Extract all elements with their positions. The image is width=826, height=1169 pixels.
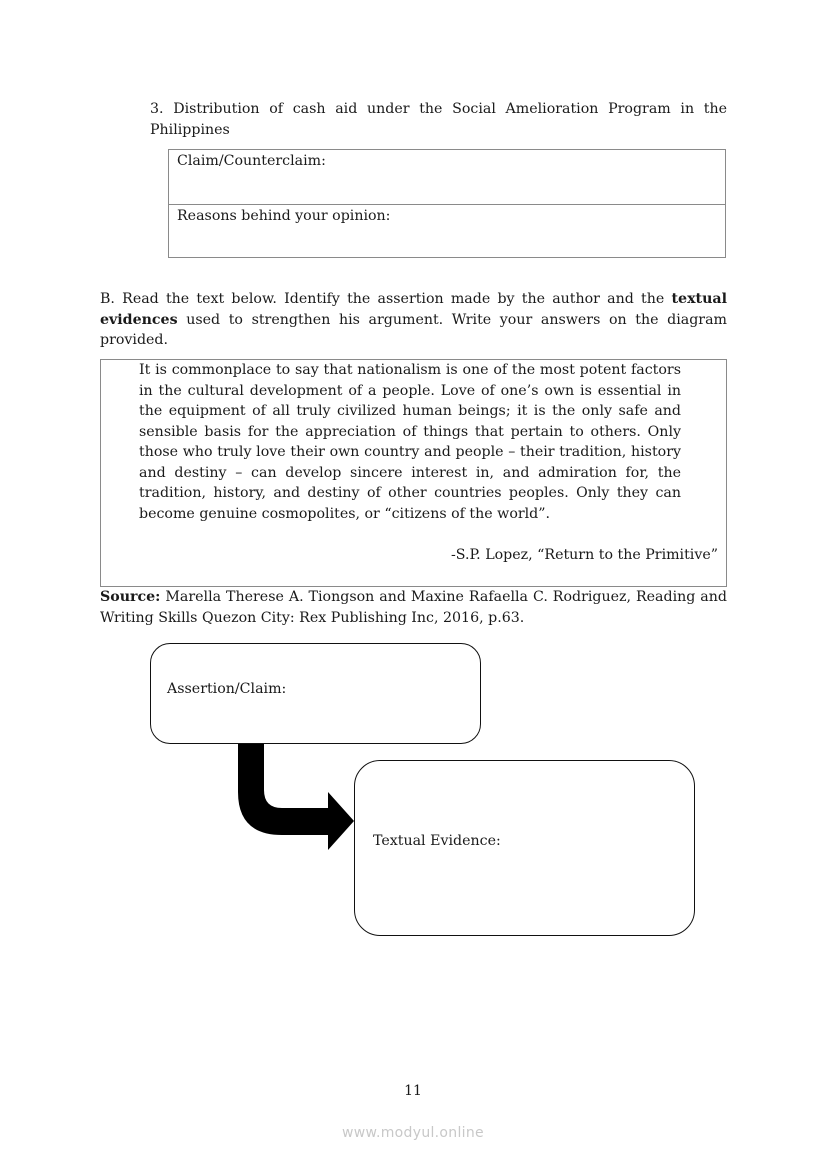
claim-counterclaim-label: Claim/Counterclaim: [177, 153, 326, 169]
watermark: www.modyul.online [342, 1125, 484, 1141]
reasons-field[interactable] [169, 204, 725, 258]
item-3-prompt: 3. Distribution of cash aid under the Social Amelioration Program in the Philippines [150, 101, 727, 138]
assertion-claim-box[interactable] [150, 643, 481, 744]
bent-arrow-icon [230, 744, 360, 854]
source-citation [100, 587, 727, 628]
claim-counterclaim-field[interactable] [169, 150, 725, 204]
assertion-claim-label: Assertion/Claim: [167, 681, 287, 697]
answer-table [168, 149, 726, 258]
source-text: Marella Therese A. Tiongson and Maxine Rafaella C. Rodriguez, Reading and Writing Skills Quezon City: Rex Publishing Inc, 2016, p.63. [100, 589, 727, 626]
quote-text: It is commonplace to say that nationalism is one of the most potent factors in the cultural development of a people. Love of one’s own is essential in the equipment of all truly civilized human beings; it is the only safe and sensible basis for the appreciation of things that pertain to others. Only those who truly love their own country and people – their tradition, history and destiny – can develop sincere interest in, and admiration for, the tradition, history, and destiny of other countries peoples. Only they can become genuine cosmopolites, or “citizens of the world”. [139, 362, 681, 522]
source-label: Source: [100, 589, 161, 605]
quote-attribution: -S.P. Lopez, “Return to the Primitive” [451, 547, 718, 563]
textual-evidence-box[interactable] [354, 760, 695, 936]
page-number: 11 [404, 1083, 422, 1099]
part-b-prefix: B. Read the text below. Identify the assertion made by the author and the [100, 291, 672, 307]
part-b-instructions [100, 289, 727, 351]
part-b-emphasis: textual evidences [100, 291, 727, 328]
quote-box [100, 359, 727, 587]
textual-evidence-label: Textual Evidence: [373, 833, 501, 849]
part-b-suffix: used to strengthen his argument. Write your answers on the diagram provided. [100, 311, 727, 348]
reasons-label: Reasons behind your opinion: [177, 208, 391, 224]
